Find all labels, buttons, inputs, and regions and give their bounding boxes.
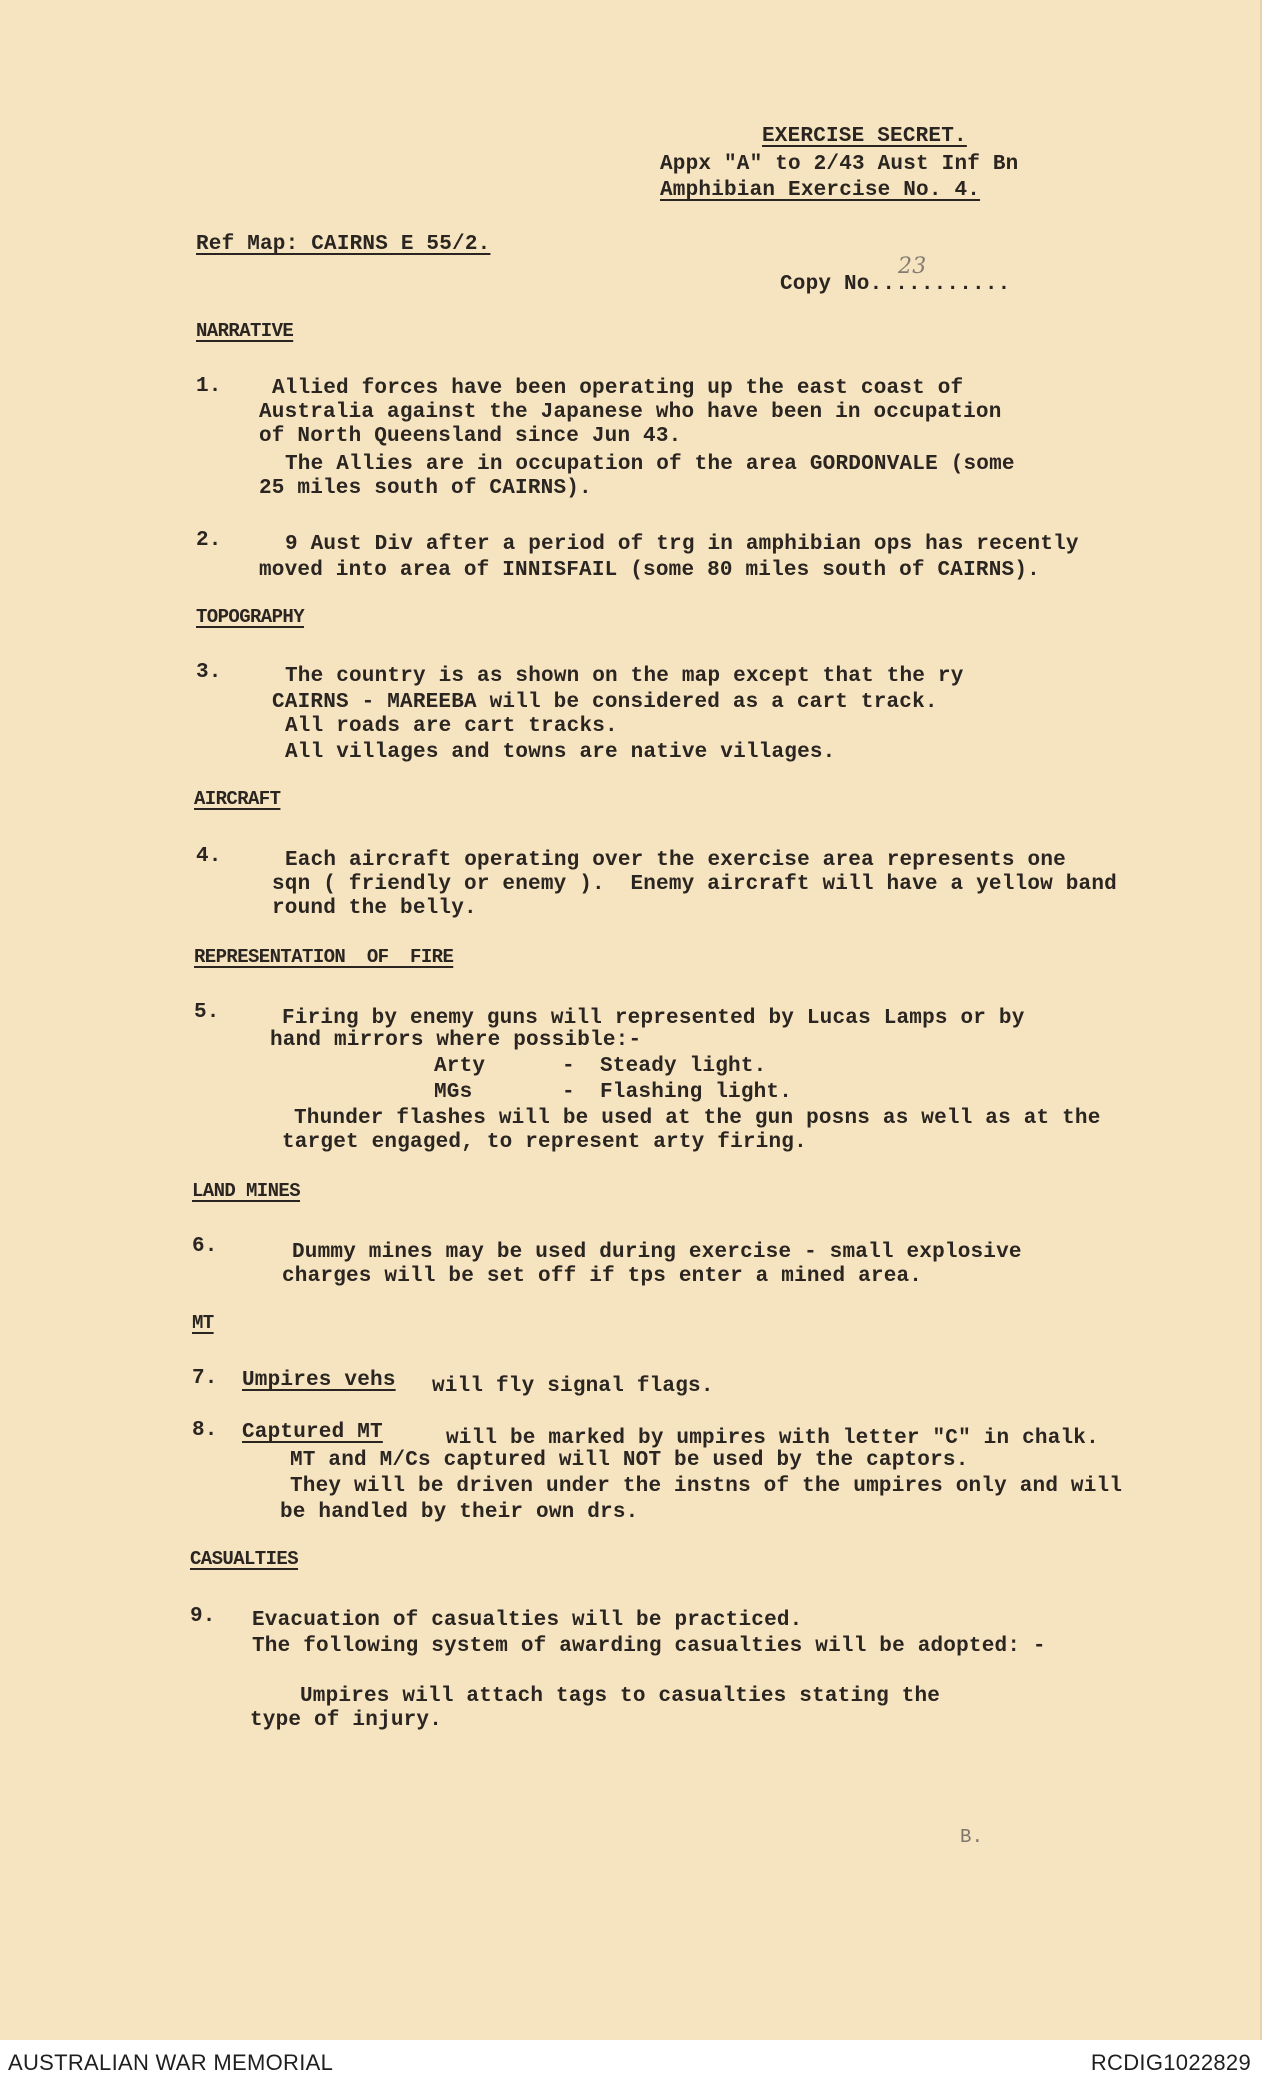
section-heading-narrative: NARRATIVE	[196, 320, 294, 342]
paragraph-line: hand mirrors where possible:-	[270, 1029, 642, 1052]
paragraph-line: target engaged, to represent arty firing.	[282, 1131, 807, 1154]
paragraph-line: be handled by their own drs.	[280, 1501, 639, 1524]
fire-table-item: MGs	[434, 1081, 473, 1104]
paragraph-line: Allied forces have been operating up the east coast of	[272, 377, 964, 400]
paragraph-subject: Umpires vehs	[242, 1369, 396, 1392]
paragraph-line: moved into area of INNISFAIL (some 80 miles south of CAIRNS).	[259, 559, 1040, 582]
fire-table-item: Arty	[434, 1055, 486, 1078]
paragraph-line: round the belly.	[272, 897, 477, 920]
map-reference: Ref Map: CAIRNS E 55/2.	[196, 233, 491, 256]
paragraph-number: 5.	[194, 1001, 220, 1024]
paragraph-line: All roads are cart tracks.	[285, 715, 618, 738]
footer-record-id: RCDIG1022829	[1090, 2050, 1251, 2075]
paragraph-line: All villages and towns are native villages.	[285, 741, 836, 764]
footer-institution: AUSTRALIAN WAR MEMORIAL	[8, 2050, 334, 2075]
paragraph-line: Australia against the Japanese who have been in occupation	[259, 401, 1002, 424]
section-heading-representation-of-fire: REPRESENTATION OF FIRE	[194, 946, 454, 968]
paragraph-line: MT and M/Cs captured will NOT be used by the captors.	[290, 1449, 969, 1472]
paragraph-line: Dummy mines may be used during exercise - small explosive	[292, 1241, 1022, 1264]
fire-table-dash: -	[562, 1055, 575, 1078]
paragraph-number: 6.	[192, 1235, 218, 1258]
exercise-title: Amphibian Exercise No. 4.	[660, 179, 981, 202]
paragraph-line: The following system of awarding casualties will be adopted: -	[252, 1635, 1046, 1658]
paragraph-line: The country is as shown on the map except that the ry	[285, 665, 964, 688]
paragraph-line: Each aircraft operating over the exercise area represents one	[285, 849, 1066, 872]
section-heading-topography: TOPOGRAPHY	[196, 606, 305, 628]
paragraph-line: of North Queensland since Jun 43.	[259, 425, 682, 448]
paragraph-subject: Captured MT	[242, 1421, 383, 1444]
paragraph-line: will fly signal flags.	[432, 1375, 714, 1398]
paragraph-number: 3.	[196, 661, 222, 684]
copy-number-handwritten: 23	[898, 254, 927, 279]
paragraph-line: They will be driven under the instns of the umpires only and will	[290, 1475, 1123, 1498]
fire-table-dash: -	[562, 1081, 575, 1104]
paragraph-line: Firing by enemy guns will represented by Lucas Lamps or by	[282, 1007, 1025, 1030]
archive-footer	[0, 2040, 1279, 2082]
paragraph-number: 1.	[196, 375, 222, 398]
paragraph-line: sqn ( friendly or enemy ). Enemy aircraft will have a yellow band	[272, 873, 1117, 896]
security-marking: EXERCISE SECRET.	[762, 125, 967, 148]
paragraph-number: 9.	[190, 1605, 216, 1628]
paragraph-line: 9 Aust Div after a period of trg in amphibian ops has recently	[285, 533, 1079, 556]
paragraph-line: will be marked by umpires with letter "C" in chalk.	[446, 1427, 1099, 1450]
section-heading-casualties: CASUALTIES	[190, 1548, 299, 1570]
page-mark: B.	[960, 1826, 984, 1848]
section-heading-mt: MT	[192, 1312, 214, 1334]
paragraph-line: type of injury.	[250, 1709, 443, 1732]
paragraph-line: 25 miles south of CAIRNS).	[259, 477, 592, 500]
appendix-reference: Appx "A" to 2/43 Aust Inf Bn	[660, 153, 1019, 176]
section-heading-land-mines: LAND MINES	[192, 1180, 301, 1202]
fire-table-desc: Flashing light.	[600, 1081, 793, 1104]
fire-table-desc: Steady light.	[600, 1055, 767, 1078]
paragraph-line: Thunder flashes will be used at the gun posns as well as at the	[294, 1107, 1101, 1130]
copy-number-label: Copy No...........	[780, 273, 1011, 296]
paragraph-line: charges will be set off if tps enter a mined area.	[282, 1265, 923, 1288]
paragraph-number: 2.	[196, 529, 222, 552]
paragraph-number: 7.	[192, 1367, 218, 1390]
paragraph-line: Evacuation of casualties will be practiced.	[252, 1609, 803, 1632]
paragraph-line: CAIRNS - MAREEBA will be considered as a cart track.	[272, 691, 938, 714]
paragraph-number: 4.	[196, 845, 222, 868]
paragraph-line: The Allies are in occupation of the area GORDONVALE (some	[285, 453, 1015, 476]
paragraph-line: Umpires will attach tags to casualties stating the	[300, 1685, 941, 1708]
paragraph-number: 8.	[192, 1419, 218, 1442]
section-heading-aircraft: AIRCRAFT	[194, 788, 281, 810]
